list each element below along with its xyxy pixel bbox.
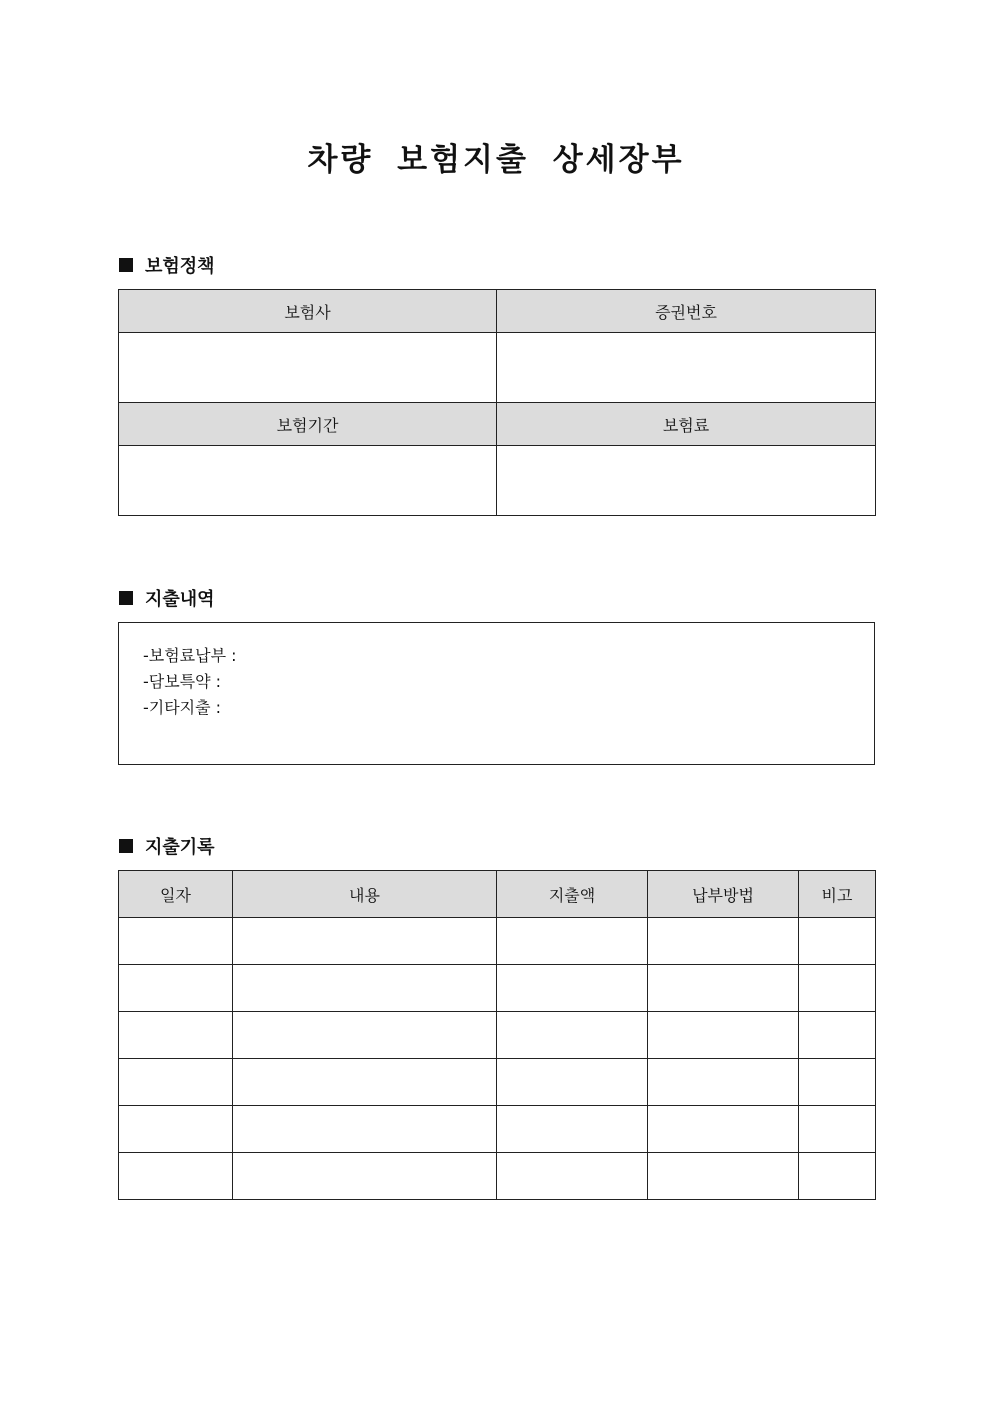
- insurer-field[interactable]: [119, 333, 497, 403]
- remarks-cell[interactable]: [799, 1012, 876, 1059]
- payment-method-cell[interactable]: [648, 1012, 799, 1059]
- square-bullet-icon: [119, 839, 133, 853]
- content-cell[interactable]: [233, 965, 497, 1012]
- expense-line-premium: -보험료납부 :: [143, 646, 237, 665]
- content-cell[interactable]: [233, 1012, 497, 1059]
- section-heading-expense-details: [119, 586, 215, 610]
- period-header: 보험기간: [119, 403, 497, 446]
- content-cell[interactable]: [233, 1106, 497, 1153]
- remarks-cell[interactable]: [799, 1153, 876, 1200]
- remarks-cell[interactable]: [799, 918, 876, 965]
- remarks-cell[interactable]: [799, 965, 876, 1012]
- table-row: [119, 965, 876, 1012]
- content-cell[interactable]: [233, 918, 497, 965]
- section-heading-label: 지출기록: [145, 837, 215, 858]
- expense-line-other: -기타지출 :: [143, 698, 222, 717]
- amount-cell[interactable]: [497, 918, 648, 965]
- amount-cell[interactable]: [497, 1106, 648, 1153]
- payment-method-cell[interactable]: [648, 965, 799, 1012]
- date-cell[interactable]: [119, 1012, 233, 1059]
- amount-cell[interactable]: [497, 1153, 648, 1200]
- payment-method-cell[interactable]: [648, 1153, 799, 1200]
- column-header-amount: 지출액: [497, 871, 648, 918]
- records-table: [118, 870, 876, 1200]
- date-cell[interactable]: [119, 1153, 233, 1200]
- section-heading-label: 보험정책: [145, 256, 215, 277]
- policy-table: [118, 289, 876, 516]
- period-field[interactable]: [119, 446, 497, 516]
- remarks-cell[interactable]: [799, 1059, 876, 1106]
- square-bullet-icon: [119, 258, 133, 272]
- amount-cell[interactable]: [497, 1012, 648, 1059]
- column-header-date: 일자: [119, 871, 233, 918]
- date-cell[interactable]: [119, 1106, 233, 1153]
- date-cell[interactable]: [119, 1059, 233, 1106]
- date-cell[interactable]: [119, 918, 233, 965]
- payment-method-cell[interactable]: [648, 1059, 799, 1106]
- date-cell[interactable]: [119, 965, 233, 1012]
- expense-line-rider: -담보특약 :: [143, 672, 222, 691]
- column-header-payment-method: 납부방법: [648, 871, 799, 918]
- table-row: [119, 1059, 876, 1106]
- section-heading-policy: [119, 253, 215, 277]
- table-row: [119, 918, 876, 965]
- amount-cell[interactable]: [497, 965, 648, 1012]
- premium-header: 보험료: [497, 403, 876, 446]
- payment-method-cell[interactable]: [648, 1106, 799, 1153]
- table-row: [119, 1153, 876, 1200]
- column-header-remarks: 비고: [799, 871, 876, 918]
- section-heading-records: [119, 834, 215, 858]
- expense-details-box[interactable]: [118, 622, 875, 765]
- policy-number-field[interactable]: [497, 333, 876, 403]
- content-cell[interactable]: [233, 1153, 497, 1200]
- insurer-header: 보험사: [119, 290, 497, 333]
- remarks-cell[interactable]: [799, 1106, 876, 1153]
- column-header-content: 내용: [233, 871, 497, 918]
- page-title: 차량 보험지출 상세장부: [307, 142, 685, 178]
- table-row: [119, 1012, 876, 1059]
- table-row: [119, 1106, 876, 1153]
- square-bullet-icon: [119, 591, 133, 605]
- content-cell[interactable]: [233, 1059, 497, 1106]
- payment-method-cell[interactable]: [648, 918, 799, 965]
- premium-field[interactable]: [497, 446, 876, 516]
- policy-number-header: 증권번호: [497, 290, 876, 333]
- section-heading-label: 지출내역: [145, 589, 215, 610]
- amount-cell[interactable]: [497, 1059, 648, 1106]
